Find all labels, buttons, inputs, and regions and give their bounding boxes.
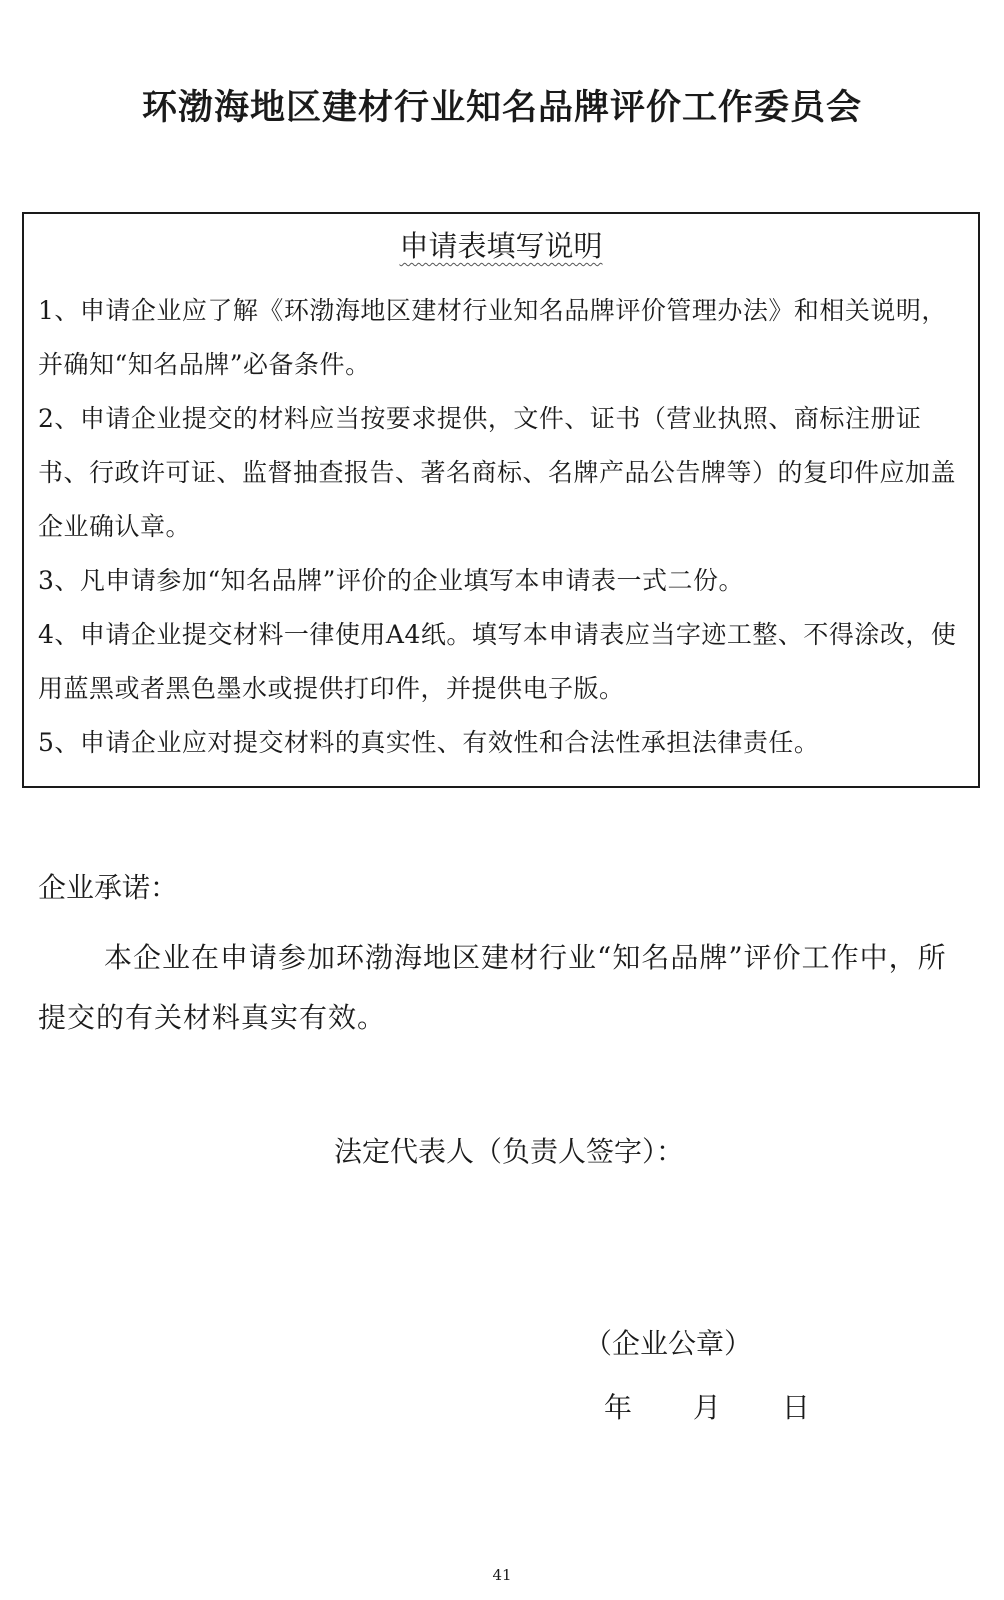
instruction-item-4: 4、申请企业提交材料一律使用A4纸。填写本申请表应当字迹工整、不得涂改，使用蓝黑或者黑色墨水或提供打印件，并提供电子版。 [38, 620, 957, 703]
date-line [604, 1388, 810, 1428]
instruction-item-1: 1、申请企业应了解《环渤海地区建材行业知名品牌评价管理办法》和相关说明，并确知“知名品牌”必备条件。 [38, 296, 947, 379]
instructions-list [38, 284, 968, 770]
instructions-title [24, 228, 978, 264]
commitment-body: 本企业在申请参加环渤海地区建材行业“知名品牌”评价工作中，所提交的有关材料真实有效。 [38, 941, 947, 1034]
company-seal-label: （企业公章） [584, 1327, 753, 1360]
date-year: 年 [604, 1391, 633, 1424]
commitment-label: 企业承诺： [38, 871, 179, 904]
date-month: 月 [692, 1391, 721, 1424]
instruction-item-3: 3、凡申请参加“知名品牌”评价的企业填写本申请表一式二份。 [38, 566, 744, 595]
instruction-item-5: 5、申请企业应对提交材料的真实性、有效性和合法性承担法律责任。 [38, 728, 820, 757]
instructions-box [22, 212, 980, 788]
instructions-title-text: 申请表填写说明 [399, 229, 603, 263]
signature-label: 法定代表人（负责人签字）： [334, 1135, 685, 1168]
page-number: 41 [492, 1566, 512, 1584]
instruction-item-2: 2、申请企业提交的材料应当按要求提供，文件、证书（营业执照、商标注册证书、行政许可证、监督抽查报告、著名商标、名牌产品公告牌等）的复印件应加盖企业确认章。 [38, 404, 957, 541]
date-day: 日 [781, 1391, 810, 1424]
document-title: 环渤海地区建材行业知名品牌评价工作委员会 [141, 88, 862, 128]
